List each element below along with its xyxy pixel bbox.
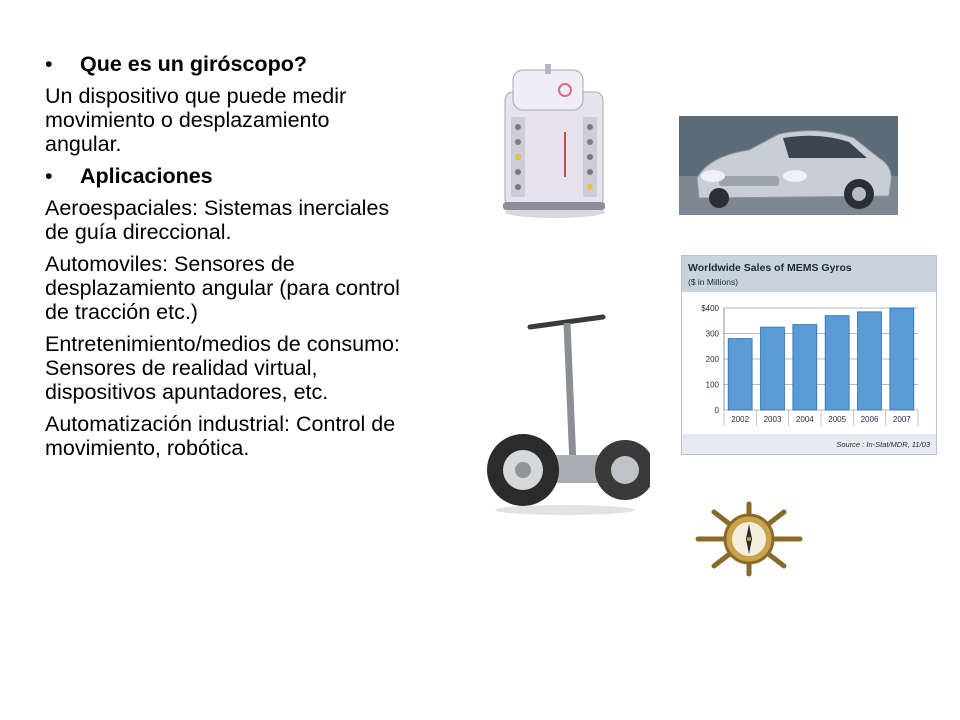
bullet-dot: • [45,164,53,188]
chart-source: Source : In-Stat/MDR, 11/03 [836,440,930,449]
slide-text [45,52,405,468]
chart-bar [890,308,914,410]
mems-sales-chart [681,255,937,455]
application-aerospace: Aeroespaciales: Sistemas inerciales de guía direccional. [45,196,390,244]
chart-y-tick: 0 [714,406,719,415]
application-automotive: Automoviles: Sensores de desplazamiento angular (para control de tracción etc.) [45,252,400,324]
chart-bar [728,339,752,410]
segway-photo [475,305,650,517]
chart-x-tick: 2002 [731,415,750,424]
application-entertainment: Entretenimiento/medios de consumo: Sensores de realidad virtual, dispositivos apuntadores, etc. [45,332,400,404]
compass-photo [690,500,808,578]
bullet-heading: Que es un giróscopo? [80,52,307,76]
bullet-question [45,52,405,76]
bullet-applications [45,164,405,188]
bullet-dot: • [45,52,53,76]
chart-bar [858,312,882,410]
chart-x-tick: 2007 [892,415,911,424]
chart-y-tick: 200 [705,355,719,364]
chart-title: Worldwide Sales of MEMS Gyros [688,262,852,274]
chart-x-tick: 2005 [828,415,847,424]
chart-x-tick: 2004 [795,415,814,424]
chart-y-tick: 100 [705,380,719,390]
chart-y-tick: 300 [705,329,719,339]
chart-bar [761,327,785,410]
bullet-heading: Aplicaciones [80,164,213,188]
chart-bar [825,316,849,410]
chart-x-tick: 2003 [763,415,782,424]
application-industrial: Automatización industrial: Control de movimiento, robótica. [45,412,396,460]
chart-canvas [682,256,936,454]
car-photo [679,116,898,215]
chart-bar [793,325,817,410]
chart-subtitle: ($ in Millions) [688,277,739,287]
robot-photo [495,62,610,220]
chart-y-tick: $400 [701,304,719,313]
definition-text: Un dispositivo que puede medir movimiento o desplazamiento angular. [45,84,347,156]
chart-x-tick: 2006 [860,415,879,424]
